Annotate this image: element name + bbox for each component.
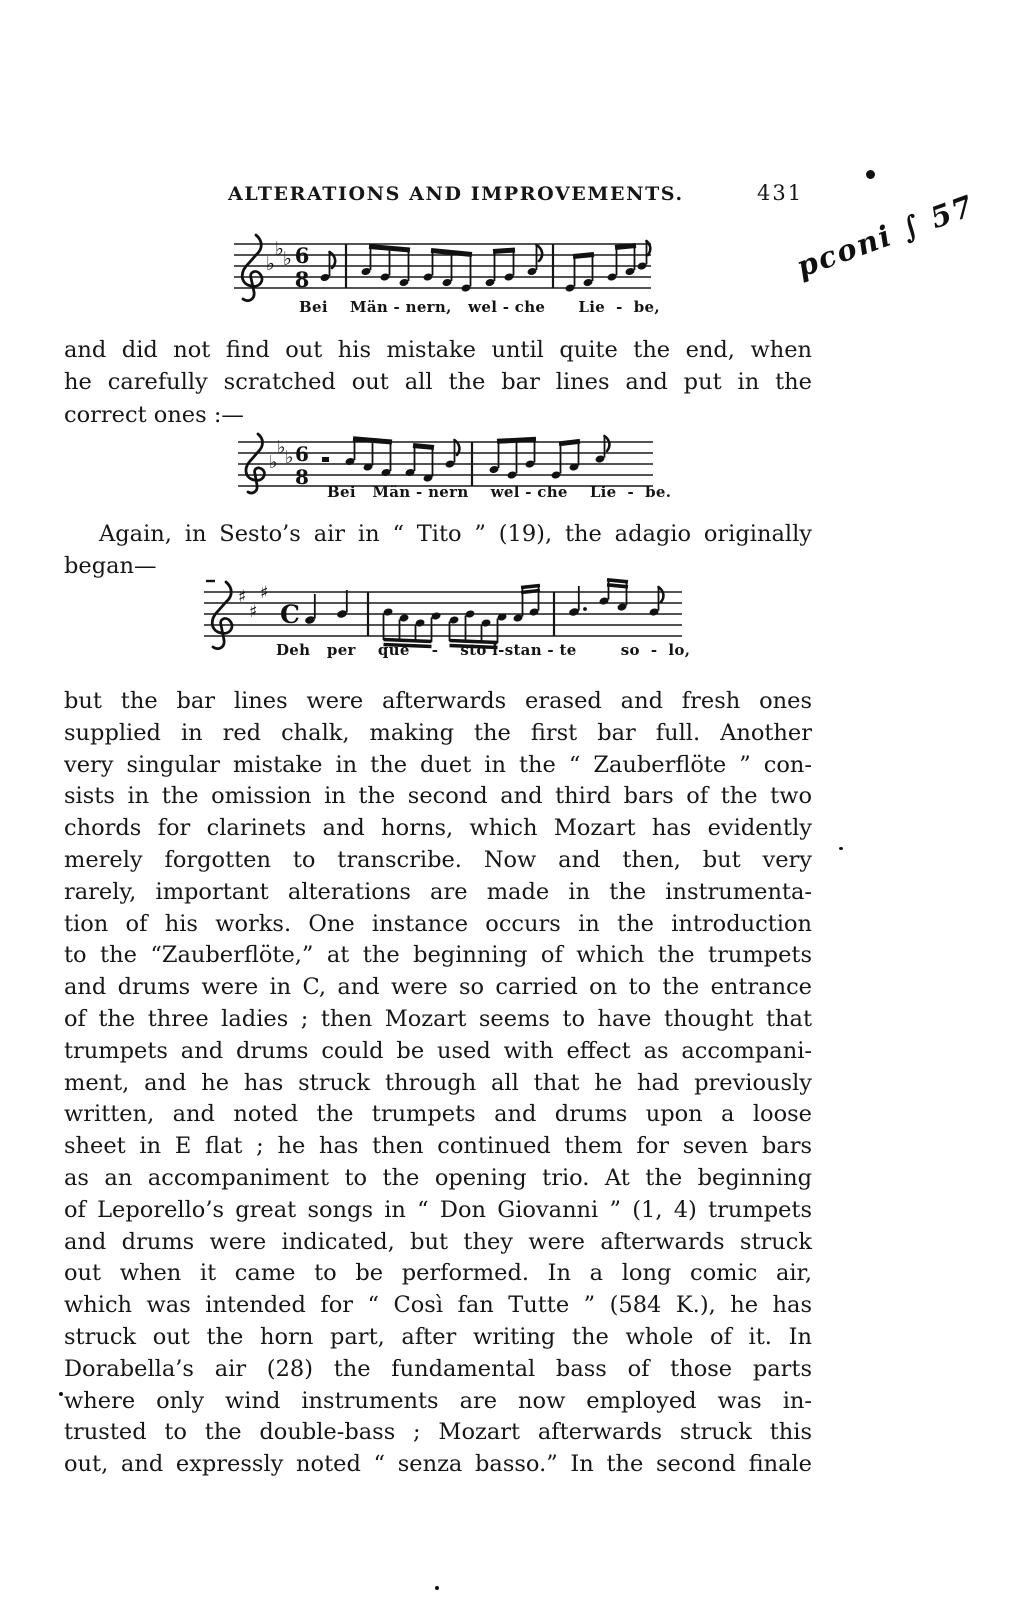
text-line: trumpets and drums could be used with effect as accompani-	[64, 1037, 812, 1064]
sixteenth-note-group	[599, 580, 628, 612]
note-group	[345, 439, 392, 477]
svg-text:8: 8	[295, 465, 309, 489]
staff-lines	[204, 592, 682, 636]
time-signature: C	[280, 600, 300, 629]
text-line: which was intended for “ Così fan Tutte ” (584 K.), he has	[64, 1292, 812, 1319]
handwritten-annotation: pconi ∫ 57	[792, 188, 980, 284]
text-line: written, and noted the trumpets and drums upon a loose	[64, 1101, 812, 1128]
lyrics-line: Bei Män - nern, wel - che Lie - be,	[299, 298, 660, 316]
text-line: supplied in red chalk, making the first bar full. Another	[64, 719, 812, 746]
text-line: Again, in Sesto’s air in “ Tito ” (19), the adagio originally	[99, 521, 812, 547]
note-group	[565, 255, 594, 293]
note-group	[405, 440, 460, 483]
text-line: chords for clarinets and horns, which Mozart has evidently	[64, 815, 812, 842]
text-line: very singular mistake in the duet in the “ Zauberflöte ” con-	[64, 751, 812, 778]
svg-text:6: 6	[294, 243, 310, 268]
flat-sign: ♭	[277, 437, 286, 458]
note-group	[568, 586, 587, 617]
text-line: of Leporello’s great songs in “ Don Giovanni ” (1, 4) trumpets	[64, 1196, 812, 1223]
sharp-sign: ♯	[260, 583, 269, 603]
ink-speck	[866, 170, 875, 179]
text-line: and drums were indicated, but they were afterwards struck	[64, 1228, 812, 1255]
text-line: to the “Zauberflöte,” at the beginning of which the trumpets	[64, 942, 812, 969]
paragraph-2	[64, 518, 812, 583]
text-line: sheet in E flat ; he has then continued them for seven bars	[64, 1133, 812, 1160]
text-line: out, and expressly noted “ senza basso.” In the second finale	[64, 1451, 812, 1478]
flat-sign: ♭	[285, 447, 294, 468]
note-group	[489, 439, 536, 479]
ink-speck	[435, 1586, 439, 1590]
text-line: he carefully scratched out all the bar lines and put in the	[64, 369, 812, 396]
text-line: sists in the omission in the second and third bars of the two	[64, 783, 812, 810]
text-line: trusted to the double-bass ; Mozart afterwards struck this	[64, 1419, 812, 1446]
sixteenth-note-group	[513, 586, 540, 623]
text-line: tion of his works. One instance occurs in the introduction	[64, 910, 812, 937]
text-line: ment, and he has struck through all that he had previously	[64, 1069, 812, 1096]
text-line: of the three ladies ; then Mozart seems to have thought that	[64, 1005, 812, 1032]
page-number: 431	[757, 181, 804, 205]
text-line: where only wind instruments are now employed was in-	[64, 1387, 812, 1414]
svg-text:8: 8	[294, 267, 310, 292]
sharp-sign: ♯	[249, 602, 258, 622]
text-line: and did not find out his mistake until quite the end, when	[64, 337, 812, 363]
text-line: Dorabella’s air (28) the fundamental bass of those parts	[64, 1355, 812, 1382]
note-group	[423, 251, 472, 293]
text-line: correct ones :—	[64, 401, 244, 428]
flat-sign: ♭	[266, 253, 275, 275]
text-line: out when it came to be performed. In a long comic air,	[64, 1260, 812, 1287]
text-line: but the bar lines were afterwards erased and fresh ones	[64, 688, 812, 714]
time-signature	[295, 243, 310, 292]
note-group	[304, 590, 348, 625]
svg-text:6: 6	[295, 442, 309, 466]
text-line: struck out the horn part, after writing the whole of it. In	[64, 1323, 812, 1350]
sharp-sign: ♯	[238, 587, 247, 607]
flat-sign: ♭	[269, 452, 278, 473]
treble-clef-icon	[242, 235, 262, 301]
body-paragraph	[64, 686, 812, 1481]
text-line: merely forgotten to transcribe. Now and then, but very	[64, 846, 812, 873]
ink-speck	[839, 847, 843, 850]
note-group	[361, 247, 410, 288]
paragraph-1	[64, 334, 812, 431]
text-line: and drums were in C, and were so carried on to the entrance	[64, 974, 812, 1001]
text-line: rarely, important alterations are made in the instrumenta-	[64, 878, 812, 905]
flat-sign: ♭	[283, 248, 292, 270]
note-group	[607, 241, 651, 282]
music-staff-1	[222, 232, 652, 306]
ink-speck	[59, 1392, 63, 1396]
time-signature	[295, 442, 309, 489]
flat-sign: ♭	[275, 238, 284, 260]
eighth-rest	[322, 457, 329, 462]
text-line: began—	[64, 553, 157, 580]
key-signature-sharps	[238, 583, 268, 622]
lyrics-line: Bei Män - nern wel - che Lie - be.	[327, 483, 672, 501]
running-header: ALTERATIONS AND IMPROVEMENTS.	[228, 183, 684, 205]
lyrics-line: Deh per que - sto i-stan - te so - lo,	[276, 641, 691, 659]
text-line: as an accompaniment to the opening trio. At the beginning	[64, 1164, 812, 1191]
